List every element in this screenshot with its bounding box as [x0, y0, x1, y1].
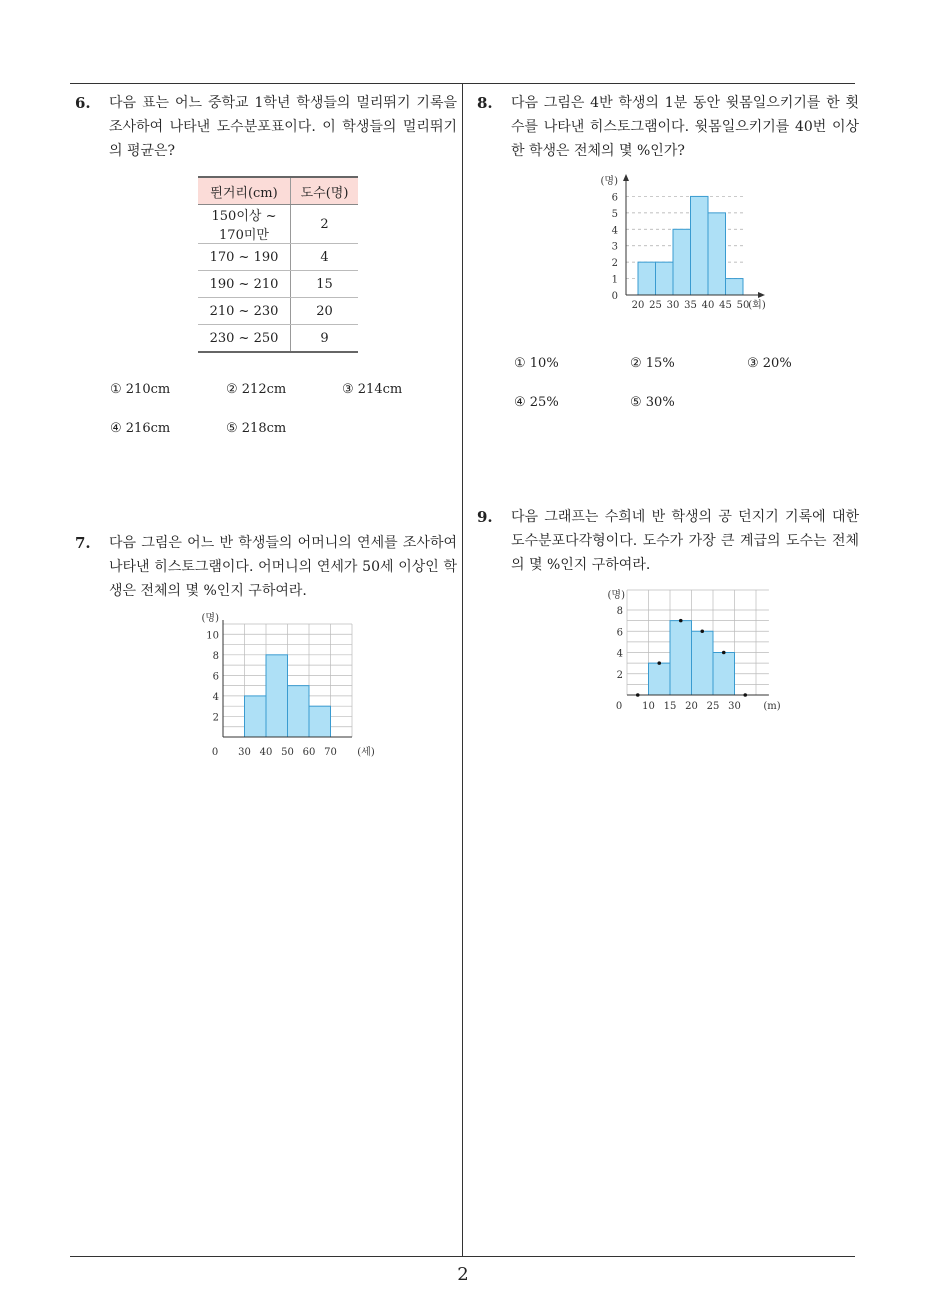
bar [638, 262, 656, 295]
question-number: 7. [75, 534, 91, 552]
x-unit-label: (회) [748, 300, 766, 311]
bar [713, 653, 735, 696]
bar [649, 663, 671, 695]
choice-1[interactable]: ① 10% [514, 356, 559, 371]
x-tick-label: 30 [728, 701, 741, 712]
y-tick-label: 6 [611, 192, 618, 204]
choice-5[interactable]: ⑤ 30% [630, 395, 675, 410]
choice-4[interactable]: ④ 25% [514, 395, 559, 410]
x-tick-label: 30 [666, 300, 680, 311]
bar [288, 686, 310, 737]
y-unit-label: (명) [607, 590, 625, 601]
x-tick-label: 0 [211, 747, 219, 758]
table-cell: 20 [291, 298, 359, 325]
y-axis-arrow [623, 174, 629, 181]
y-tick-label: 2 [611, 258, 618, 270]
table-row [198, 298, 358, 325]
bar [656, 262, 674, 295]
x-tick-label: 35 [684, 300, 697, 311]
table-cell: 9 [291, 325, 359, 353]
table-cell: 4 [291, 244, 359, 271]
choice-2[interactable]: ② 15% [630, 356, 675, 371]
x-tick-label: 50 [736, 300, 750, 311]
y-tick-label: 8 [212, 650, 219, 662]
x-tick-label: 25 [706, 701, 720, 712]
question-text: 다음 그림은 어느 반 학생들의 어머니의 연세를 조사하여 나타낸 히스토그램이다. 어머니의 연세가 50세 이상인 학생은 전체의 몇 %인지 구하여라. [109, 535, 457, 599]
y-unit-label: (명) [201, 613, 219, 624]
polygon-point [657, 661, 661, 665]
x-axis-arrow [758, 292, 765, 298]
x-tick-label: 30 [238, 747, 251, 758]
choice-5[interactable]: ⑤ 218cm [226, 421, 287, 436]
x-tick-label: 10 [642, 701, 655, 712]
question-number: 6. [75, 94, 91, 112]
bar [309, 706, 331, 737]
table-header: 도수(명) [291, 177, 359, 205]
question-6 [75, 91, 457, 163]
q9-polygon-chart [605, 586, 780, 714]
y-tick-label: 2 [212, 712, 219, 724]
table-cell: 170 ~ 190 [198, 244, 291, 271]
table-row [198, 205, 358, 244]
column-divider [462, 83, 463, 1257]
x-tick-label: 40 [701, 300, 715, 311]
bar [726, 279, 744, 295]
x-tick-label: 60 [302, 747, 316, 758]
bottom-rule [70, 1256, 855, 1257]
table-header: 뛴거리(cm) [198, 177, 291, 205]
table-cell: 190 ~ 210 [198, 271, 291, 298]
y-tick-label: 6 [616, 627, 623, 639]
x-tick-label: 15 [663, 701, 677, 712]
x-unit-label: (세) [357, 747, 375, 758]
bar [691, 196, 709, 295]
q7-histogram-chart [195, 612, 375, 764]
choice-4[interactable]: ④ 216cm [110, 421, 171, 436]
y-tick-label: 4 [212, 691, 219, 703]
x-tick-label: 70 [324, 747, 337, 758]
choice-2[interactable]: ② 212cm [226, 382, 287, 397]
choice-1[interactable]: ① 210cm [110, 382, 171, 397]
y-tick-label: 10 [206, 630, 219, 642]
question-9 [477, 505, 859, 577]
y-tick-label: 0 [611, 291, 618, 302]
bar [708, 213, 726, 295]
q8-histogram-chart [596, 170, 776, 315]
bar [692, 631, 714, 695]
table-cell: 230 ~ 250 [198, 325, 291, 353]
x-tick-label: 40 [259, 747, 273, 758]
y-tick-label: 2 [616, 669, 623, 681]
x-unit-label: (m) [763, 701, 781, 712]
bar [245, 696, 267, 737]
x-tick-label: 45 [719, 300, 732, 311]
y-tick-label: 5 [611, 208, 618, 220]
y-tick-label: 6 [212, 671, 219, 683]
table-row [198, 271, 358, 298]
polygon-point [722, 651, 726, 655]
table-cell: 210 ~ 230 [198, 298, 291, 325]
question-text: 다음 그래프는 수희네 반 학생의 공 던지기 기록에 대한 도수분포다각형이다. 도수가 가장 큰 계급의 도수는 전체의 몇 %인지 구하여라. [511, 509, 859, 573]
question-text: 다음 그림은 4반 학생의 1분 동안 윗몸일으키기를 한 횟수를 나타낸 히스토그램이다. 윗몸일으키기를 40번 이상한 학생은 전체의 몇 %인가? [511, 95, 859, 159]
bar [673, 229, 691, 295]
x-tick-label: 20 [631, 300, 645, 311]
y-tick-label: 3 [611, 241, 618, 253]
x-tick-label: 25 [649, 300, 662, 311]
q6-choices [110, 382, 450, 442]
table-cell: 15 [291, 271, 359, 298]
bar [266, 655, 288, 737]
polygon-point [679, 619, 683, 623]
frequency-table [198, 176, 358, 353]
y-tick-label: 1 [611, 274, 618, 286]
x-tick-label: 0 [615, 701, 623, 712]
question-number: 9. [477, 508, 493, 526]
choice-3[interactable]: ③ 214cm [342, 382, 403, 397]
question-7 [75, 531, 457, 603]
table-cell: 2 [291, 205, 359, 244]
question-8 [477, 91, 859, 163]
polygon-point [700, 629, 704, 633]
table-cell: 150이상 ~ 170미만 [198, 205, 291, 244]
y-tick-label: 4 [616, 648, 623, 660]
q8-choices [514, 356, 854, 416]
y-unit-label: (명) [600, 176, 618, 187]
table-row [198, 325, 358, 353]
x-tick-label: 20 [685, 701, 698, 712]
question-number: 8. [477, 94, 493, 112]
bar [670, 621, 692, 695]
y-tick-label: 8 [616, 606, 623, 617]
polygon-point [743, 693, 747, 697]
x-tick-label: 50 [281, 747, 294, 758]
polygon-point [636, 693, 640, 697]
y-tick-label: 4 [611, 225, 618, 237]
choice-3[interactable]: ③ 20% [747, 356, 792, 371]
page-number: 2 [457, 1264, 469, 1285]
question-text: 다음 표는 어느 중학교 1학년 학생들의 멀리뛰기 기록을 조사하여 나타낸 도수분포표이다. 이 학생들의 멀리뛰기의 평균은? [109, 95, 457, 159]
table-row [198, 244, 358, 271]
